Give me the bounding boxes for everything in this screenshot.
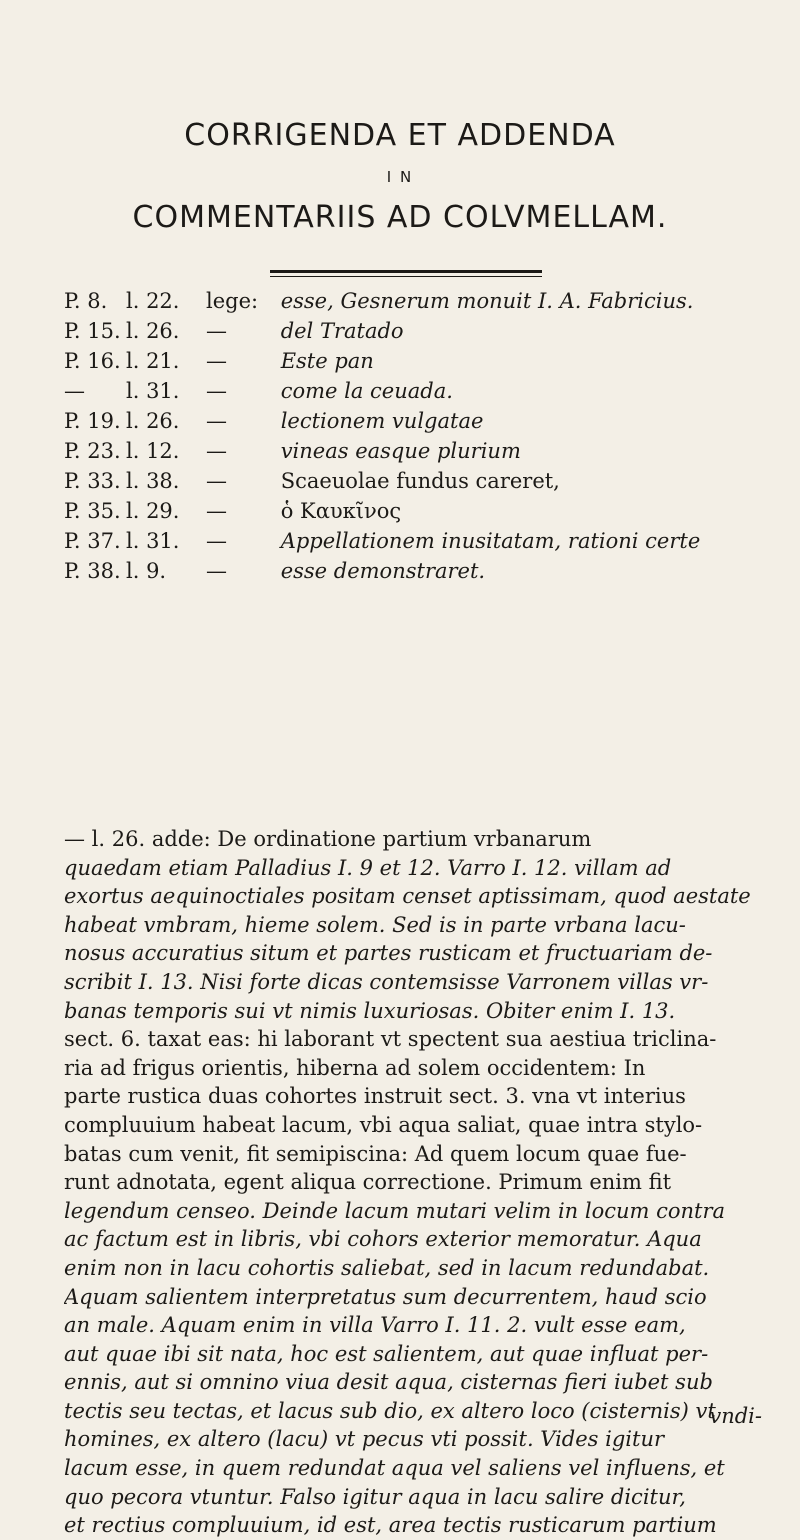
errata-entry (64, 436, 764, 466)
errata-entry (64, 526, 764, 556)
errata-correction: come la ceuada. (280, 379, 453, 403)
page-title-connector: I N (386, 168, 414, 186)
errata-page: P. 19. (64, 409, 121, 433)
errata-line: l. 26. (126, 409, 180, 433)
errata-dash: — (206, 499, 227, 523)
errata-correction: Scaeuolae fundus careret, (280, 469, 560, 493)
addendum-line: sect. 6. taxat eas: hi laborant vt spectent sua aestiua triclina- (64, 1027, 717, 1052)
errata-correction: esse demonstraret. (280, 559, 486, 583)
addendum-line: ria ad frigus orientis, hiberna ad solem occidentem: In (64, 1055, 646, 1080)
errata-entry (64, 466, 764, 496)
errata-page: P. 8. (64, 289, 108, 313)
errata-line: l. 12. (126, 439, 180, 463)
errata-entry (64, 316, 764, 346)
errata-dash: — (206, 439, 227, 463)
errata-dash: — (206, 319, 227, 343)
addendum-line: aut quae ibi sit nata, hoc est salientem, aut quae influat per- (64, 1341, 709, 1366)
errata-dash: — (206, 379, 227, 403)
errata-dash: — (206, 529, 227, 553)
addendum-line: quaedam etiam Palladius I. 9 et 12. Varro I. 12. villam ad (64, 855, 672, 880)
errata-correction: vineas easque plurium (280, 439, 521, 463)
page-subtitle: COMMENTARIIS AD COLVMELLAM. (132, 200, 668, 235)
errata-line: l. 29. (126, 499, 180, 523)
errata-correction: esse, Gesnerum monuit I. A. Fabricius. (280, 289, 694, 313)
errata-page: P. 37. (64, 529, 121, 553)
errata-line: l. 26. (126, 319, 180, 343)
errata-dash: — (206, 559, 227, 583)
errata-entry (64, 376, 764, 406)
errata-page: P. 38. (64, 559, 121, 583)
errata-page: P. 23. (64, 439, 121, 463)
errata-correction: Appellationem inusitatam, rationi certe (280, 529, 701, 553)
addendum-line: exortus aequinoctiales positam censet aptissimam, quod aestate (64, 884, 751, 909)
catchword: vndi- (709, 1404, 762, 1428)
addendum-line: — l. 26. adde: De ordinatione partium vrbanarum (64, 827, 592, 851)
addendum-line: runt adnotata, egent aliqua correctione. Primum enim fit (64, 1170, 672, 1195)
header-rule-thin (270, 276, 542, 277)
errata-page: P. 16. (64, 349, 121, 373)
addendum-line: legendum censeo. Deinde lacum mutari velim in locum contra (64, 1198, 726, 1223)
errata-correction: lectionem vulgatae (280, 409, 484, 433)
errata-entry (64, 346, 764, 376)
addendum-line: batas cum venit, fit semipiscina: Ad quem locum quae fue- (64, 1141, 687, 1166)
addendum-line: an male. Aquam enim in villa Varro I. 11. 2. vult esse eam, (64, 1313, 686, 1338)
errata-entry (64, 406, 764, 436)
addendum-line: et rectius compluuium, id est, area tectis rusticarum partium (64, 1513, 717, 1538)
addendum-line: habeat vmbram, hieme solem. Sed is in parte vrbana lacu- (64, 912, 686, 937)
header-rule (270, 270, 542, 273)
errata-entry (64, 286, 764, 316)
addendum-line: tectis seu tectas, et lacus sub dio, ex altero loco (cisternis) vt (64, 1398, 716, 1423)
errata-dash: — (206, 349, 227, 373)
errata-line: l. 21. (126, 349, 180, 373)
errata-lege: lege: (206, 289, 259, 313)
addendum-line: compluuium habeat lacum, vbi aqua saliat, quae intra stylo- (64, 1112, 703, 1137)
errata-page: P. 33. (64, 469, 121, 493)
addendum-line: ennis, aut si omnino viua desit aqua, cisternas fieri iubet sub (64, 1370, 713, 1395)
addendum-line: nosus accuratius situm et partes rusticam et fructuariam de- (64, 941, 713, 966)
errata-line: l. 9. (126, 559, 167, 583)
errata-correction: Este pan (280, 349, 374, 373)
errata-page: P. 35. (64, 499, 121, 523)
errata-list (64, 286, 764, 586)
errata-line: l. 31. (126, 379, 180, 403)
errata-line: l. 38. (126, 469, 180, 493)
addendum-line: lacum esse, in quem redundat aqua vel saliens vel influens, et (64, 1456, 725, 1481)
addendum-paragraph (64, 825, 764, 1540)
addendum-line: banas temporis sui vt nimis luxuriosas. Obiter enim I. 13. (64, 998, 676, 1023)
addendum-line: homines, ex altero (lacu) vt pecus vti possit. Vides igitur (64, 1427, 665, 1452)
errata-page: P. 15. (64, 319, 121, 343)
errata-entry (64, 556, 764, 586)
errata-correction: del Tratado (280, 319, 404, 343)
addendum-line: scribit I. 13. Nisi forte dicas contemsisse Varronem villas vr- (64, 969, 709, 994)
addendum-line: enim non in lacu cohortis saliebat, sed in lacum redundabat. (64, 1255, 710, 1280)
addendum-line: Aquam salientem interpretatus sum decurrentem, haud scio (64, 1284, 707, 1309)
addendum-line: parte rustica duas cohortes instruit sect. 3. vna vt interius (64, 1084, 686, 1109)
errata-dash: — (206, 409, 227, 433)
errata-entry (64, 496, 764, 526)
addendum-line: ac factum est in libris, vbi cohors exterior memoratur. Aqua (64, 1227, 702, 1252)
errata-dash: — (206, 469, 227, 493)
page-title: CORRIGENDA ET ADDENDA (184, 118, 616, 153)
errata-page: — (64, 379, 85, 403)
errata-correction: ὁ Καυκῖνος (280, 499, 402, 523)
errata-line: l. 22. (126, 289, 180, 313)
errata-line: l. 31. (126, 529, 180, 553)
addendum-line: quo pecora vtuntur. Falso igitur aqua in lacu salire dicitur, (64, 1484, 686, 1509)
